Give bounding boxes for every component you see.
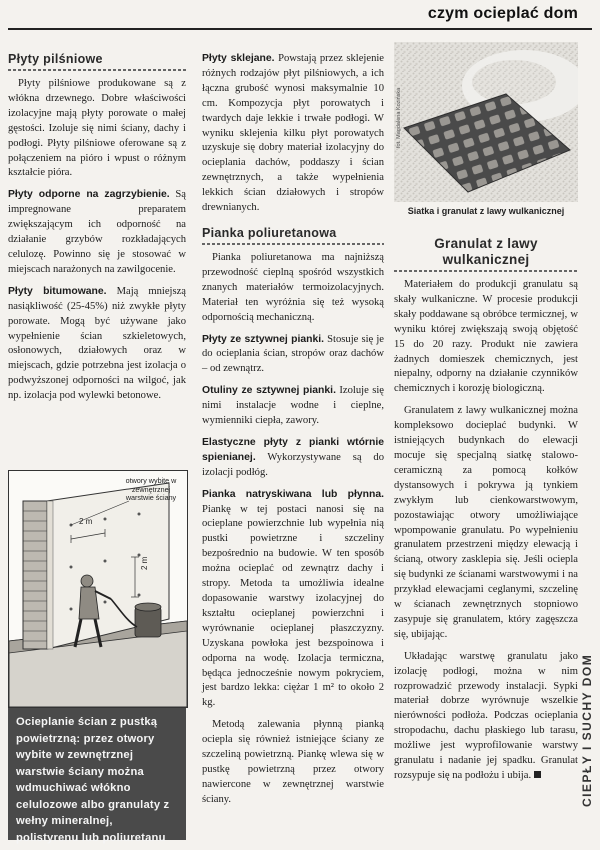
callout-box (8, 708, 186, 844)
paragraph-lead: Pianka natryskiwana lub płynna. (202, 488, 384, 500)
lava-granulate-photo (394, 42, 578, 202)
heading-pianka-poliuretanowa: Pianka poliuretanowa (202, 225, 337, 240)
end-of-article-square (534, 771, 541, 778)
photo-caption: Siatka i granulat z lawy wulkanicznej (407, 206, 565, 216)
paragraph-lead: Płyty ze sztywnej pianki. (202, 333, 325, 345)
paragraph-text: Powstają przez sklejenie różnych rodzajów płyt pilśniowych, a ich łączna grubość wynosi maksymalnie 10 cm. Kompozycja płyt porowatych i twardych daje lekkie i trwałe podłogi. W wyniku sklejenia kilku płyt porowatych uzyskuje się dobry materiał izolacyjny do ocieplania dachów, poddaszy i ścian zewnętrznych, a także wypełnienia lekkich ścian działowych i stropów drewnianych. (202, 53, 385, 214)
header-rule (8, 28, 592, 30)
dimension-vertical: 2 m (140, 556, 149, 570)
paragraph (394, 650, 578, 784)
paragraph-lead: Elastyczne płyty z pianki wtórnie spienianej. (202, 436, 384, 463)
paragraph-lead: Płyty odporne na zagrzybienie. (8, 189, 170, 201)
dimension-horizontal: 2 m (79, 517, 93, 526)
heading-underline (202, 243, 384, 245)
paragraph-text: Mają mniejszą nasiąkliwość (25-45%) niż zwykłe płyty porowate. Mogą być używane jako wypełnienie ścian szkieletowych, osłonowych, działowych oraz w miejscach, gdzie potrzebna jest izolacja o podwyższonej odporności na wilgoć, jak np. izolacja pod wylewki betonowe. (8, 285, 186, 402)
paragraph (202, 488, 384, 712)
paragraph (8, 285, 186, 404)
paragraph-text: Są impregnowane preparatem zwiększającym ich odporność na działanie grzybów rozkładających celulozę. Powinno się je stosować w miejscach narażonych na zawilgocenie. (8, 189, 186, 275)
column-1 (8, 52, 186, 404)
paragraph (202, 384, 384, 429)
illustration-drawing (9, 471, 187, 707)
paragraph: Płyty pilśniowe produkowane są z włókna drzewnego. Dobre właściwości izolacyjne mają płyty porowate o małej gęstości. Izoluje się nimi ściany, dachy i podłogi. Płyty pilśniowe oferowane są z połączeniem na pióro i wpust o różnym kształcie pióra. (8, 78, 186, 179)
paragraph: Pianka poliuretanowa ma najniższą przewodność cieplną spośród wszystkich znanych materiałów termoizolacyjnych. Materiał ten wyróżnia się też wysoką odpornością mechaniczną. (202, 251, 384, 323)
paragraph-text: Wykorzystywane są do izolacji podłóg. (202, 451, 384, 478)
paragraph (202, 333, 384, 378)
heading-underline (8, 69, 186, 71)
column-3 (394, 236, 578, 784)
paragraph-text: Stosuje się je do ocieplania ścian, stropów oraz dachów – od zewnątrz. (202, 333, 384, 375)
paragraph-lead: Płyty bitumowane. (8, 285, 107, 297)
column-2 (202, 52, 384, 808)
paragraph-lead: Płyty sklejane. (202, 53, 275, 64)
paragraph-text: Układając warstwę granulatu jako izolację podłogi, można w nim rozprowadzić przewody instalacji. Sypki materiał dobrze wyrównuje wszelkie nierówności podłoża. Podczas ocieplania stropodachu, dachu płaskiego lub tarasu, możliwe jest wyprofilowanie warstwy granulatu i nadanie jej spadku. Granulat rozsypuje się na podłożu i ubija. (394, 650, 578, 781)
paragraph-text: Izoluje się nimi instalacje wodne i cieplne, wymienniki ciepła, zawory. (202, 385, 384, 427)
heading-granulat-z-lawy-wulkanicznej: Granulat z lawy wulkanicznej (434, 236, 538, 267)
paragraph: Granulatem z lawy wulkanicznej można kompleksowo docieplać budynki. W istniejących budynkach do elewacji mocuje się specjalną siatkę stalowo-ceramiczną za pomocą kołków dystansowych i pokrywa ją tynkiem zwykłym lub cienkowarstwowym, pozostawiając otwory umożliwiające wpompowanie granulatu. Po wypełnieniu granulatem przestrzeni między elewacją i ścianą, otwory zasklepia się. Jeśli ociepla się budynki ze ścianami warstwowymi i na przykład elewacjami ceglanymi, szczelinę w ścianach zewnętrznych stopniowo zasypuje się granulatem, który zagęszcza się, ubijając. (394, 405, 578, 640)
illustration-label: otwory wybite w zewnętrznej warstwie ściany (125, 476, 177, 503)
paragraph-lead: Otuliny ze sztywnej pianki. (202, 385, 336, 397)
heading-plyty-pilsniowe: Płyty pilśniowe (8, 52, 103, 66)
photo-credit: fot. Magdalena Kozińska (396, 87, 402, 148)
paragraph (202, 52, 384, 216)
paragraph-text: Piankę w tej postaci nanosi się na ocieplane powierzchnie lub wypełnia nią pustki powietrzne i szczeliny bezpośrednio na budowie. W ten sposób można ocieplać od zewnątrz dachy i stropy. Metoda ta umożliwia idealne dopasowanie warstwy izolacyjnej do kształtu ocieplanej powierzchni i wyrównanie ocieplanej płaszczyzny. Uzyskana powłoka jest bezspoinowa i odporna na wodę. Izolacja termiczna, będąca jednocześnie nowym pokryciem, jest bardzo lekka: ciężar 1 m² to około 2 kg. (202, 503, 384, 709)
paragraph: Metodą zalewania płynną pianką ociepla się również istniejące ściany ze szczeliną powietrzną. Piankę wlewa się w pustkę powietrzną przez otwory nawiercone w zewnętrznej warstwie ściany. (202, 719, 384, 805)
paragraph (8, 188, 186, 277)
photo-drawing (394, 42, 578, 202)
section-side-label: CIEPŁY I SUCHY DOM (580, 653, 594, 807)
wall-insulation-illustration (8, 470, 188, 708)
paragraph (202, 436, 384, 481)
section-title: czym ocieplać dom (427, 5, 578, 22)
heading-underline (394, 270, 578, 272)
paragraph: Materiałem do produkcji granulatu są skały wulkaniczne. W procesie produkcji skały poddawane są obróbce termicznej, w wyniku której zwiększają swoją objętość 15 do 20 razy. Produkt nie zawiera żadnych domieszek chemicznych, jest niepalny, odporny na działanie czynników chemicznych i korozję biologiczną. (394, 279, 578, 395)
callout-text: Ocieplanie ścian z pustką powietrzną: przez otwory wybite w zewnętrznej warstwie ściany można wdmuchiwać włókno celulozowe albo granulaty z wełny mineralnej, polistyrenu lub poliuretanu (16, 716, 170, 844)
